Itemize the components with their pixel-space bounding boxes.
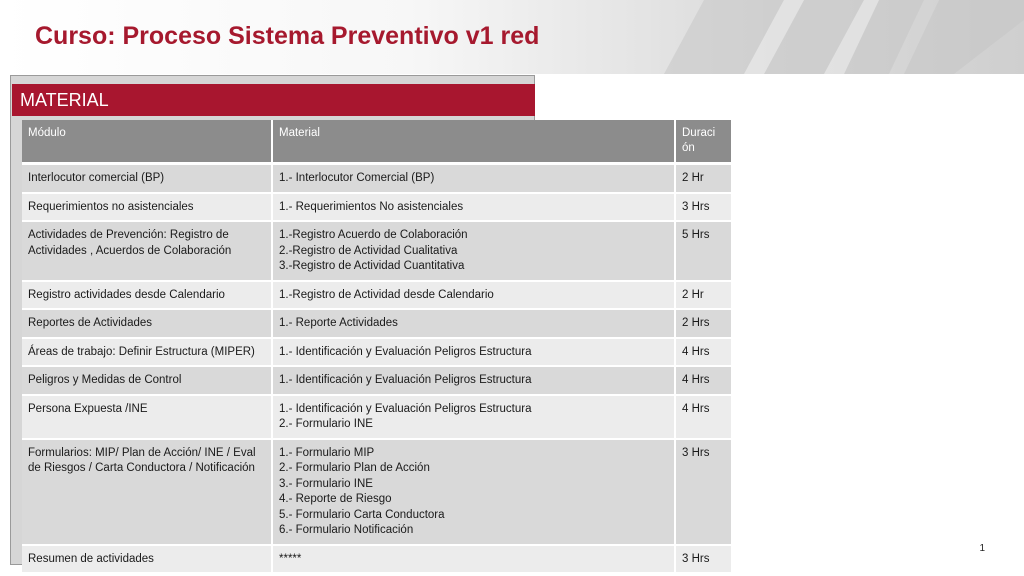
table-row: [22, 310, 731, 339]
material-line: 1.- Identificación y Evaluación Peligros Estructura: [279, 402, 532, 415]
duration-cell: 3 Hrs: [676, 440, 731, 546]
material-line: 1.- Formulario MIP: [279, 446, 375, 459]
table-row: [22, 367, 731, 396]
module-cell: Persona Expuesta /INE: [22, 396, 273, 440]
column-header-module: Módulo: [22, 120, 273, 165]
table-row: [22, 194, 731, 223]
material-cell: [273, 440, 676, 546]
module-cell: Registro actividades desde Calendario: [22, 282, 273, 311]
material-cell: [273, 339, 676, 368]
module-cell: Formularios: MIP/ Plan de Acción/ INE / Eval de Riesgos / Carta Conductora / Notificación: [22, 440, 273, 546]
duration-cell: 3 Hrs: [676, 194, 731, 223]
material-line: 1.- Requerimientos No asistenciales: [279, 200, 464, 213]
table-row: [22, 546, 731, 575]
duration-cell: 2 Hr: [676, 165, 731, 194]
material-line: 1.- Identificación y Evaluación Peligros Estructura: [279, 374, 532, 386]
material-line: 2.-Registro de Actividad Cualitativa: [279, 244, 458, 257]
duration-cell: 4 Hrs: [676, 367, 731, 396]
material-line: 5.- Formulario Carta Conductora: [279, 508, 445, 521]
material-line: 1.-Registro Acuerdo de Colaboración: [279, 229, 468, 241]
decorative-stripes-graphic: [664, 0, 1024, 74]
column-header-duration: Duraci ón: [676, 120, 731, 165]
module-cell: Áreas de trabajo: Definir Estructura (MIPER): [22, 339, 273, 368]
duration-cell: 3 Hrs: [676, 546, 731, 575]
table-row: [22, 165, 731, 194]
material-line: 1.- Interlocutor Comercial (BP): [279, 172, 435, 184]
duration-cell: 4 Hrs: [676, 396, 731, 440]
module-cell: Requerimientos no asistenciales: [22, 194, 273, 223]
table-row: [22, 282, 731, 311]
material-line: 3.- Formulario INE: [279, 477, 373, 490]
duration-cell: 2 Hr: [676, 282, 731, 311]
table-row: [22, 222, 731, 282]
module-cell: Peligros y Medidas de Control: [22, 367, 273, 396]
duration-cell: 4 Hrs: [676, 339, 731, 368]
module-cell: Interlocutor comercial (BP): [22, 165, 273, 194]
slide-title: Curso: Proceso Sistema Preventivo v1 red: [35, 22, 540, 50]
material-line: 1.-Registro de Actividad desde Calendario: [279, 288, 494, 301]
table-header-row: [22, 120, 731, 165]
material-cell: [273, 282, 676, 311]
material-line: 1.- Identificación y Evaluación Peligros Estructura: [279, 345, 532, 358]
duration-cell: 2 Hrs: [676, 310, 731, 339]
duration-cell: 5 Hrs: [676, 222, 731, 282]
material-cell: [273, 222, 676, 282]
table-row: [22, 440, 731, 546]
material-line: 2.- Formulario INE: [279, 418, 373, 430]
module-cell: Actividades de Prevención: Registro de Actividades , Acuerdos de Colaboración: [22, 222, 273, 282]
material-line: 1.- Reporte Actividades: [279, 317, 398, 329]
material-cell: [273, 367, 676, 396]
material-line: *****: [279, 552, 302, 565]
material-line: 4.- Reporte de Riesgo: [279, 493, 392, 505]
module-cell: Resumen de actividades: [22, 546, 273, 575]
material-cell: [273, 546, 676, 575]
material-line: 6.- Formulario Notificación: [279, 524, 414, 536]
material-cell: [273, 165, 676, 194]
column-header-material: Material: [273, 120, 676, 165]
material-cell: [273, 310, 676, 339]
material-line: 3.-Registro de Actividad Cuantitativa: [279, 260, 465, 272]
material-cell: [273, 194, 676, 223]
table-row: [22, 339, 731, 368]
material-line: 2.- Formulario Plan de Acción: [279, 462, 430, 474]
page-number: 1: [979, 543, 985, 554]
section-header: MATERIAL: [12, 84, 535, 116]
table-row: [22, 396, 731, 440]
material-cell: [273, 396, 676, 440]
material-table: [22, 120, 731, 574]
module-cell: Reportes de Actividades: [22, 310, 273, 339]
